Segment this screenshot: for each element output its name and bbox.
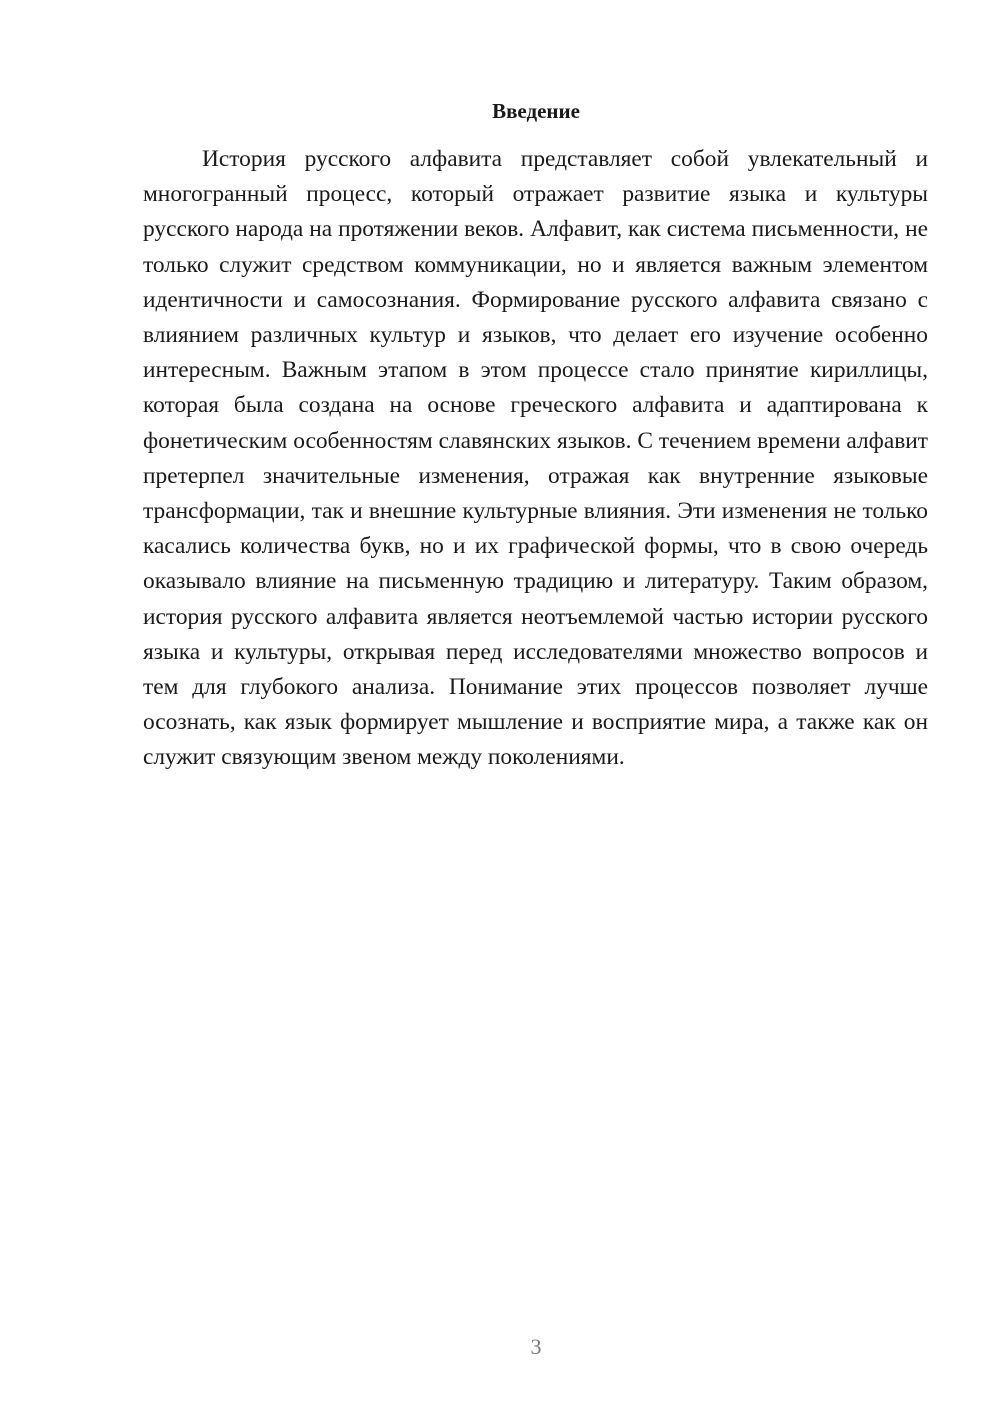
intro-paragraph: История русского алфавита представляет собой увлекательный и многогранный процесс, который отражает развитие языка и культуры русского народа на протяжении веков. Алфавит, как система письменности, не только служит средством коммуникации, но и является важным элементом идентичности и самосознания. Формирование русского алфавита связано с влиянием различных культур и языков, что делает его изучение особенно интересным. Важным этапом в этом процессе стало принятие кириллицы, которая была создана на основе греческого алфавита и адаптирована к фонетическим особенностям славянских языков. С течением времени алфавит претерпел значительные изменения, отражая как внутренние языковые трансформации, так и внешние культурные влияния. Эти изменения не только касались количества букв, но и их графической формы, что в свою очередь оказывало влияние на письменную традицию и литературу. Таким образом, история русского алфавита является неотъемлемой частью истории русского языка и культуры, открывая перед исследователями множество вопросов и тем для глубокого анализа. Понимание этих процессов позволяет лучше осознать, как язык формирует мышление и восприятие мира, а также как он служит связующим звеном между поколениями. xyxy=(143,146,928,771)
page-number: 3 xyxy=(530,1334,542,1359)
section-heading: Введение xyxy=(492,99,580,123)
